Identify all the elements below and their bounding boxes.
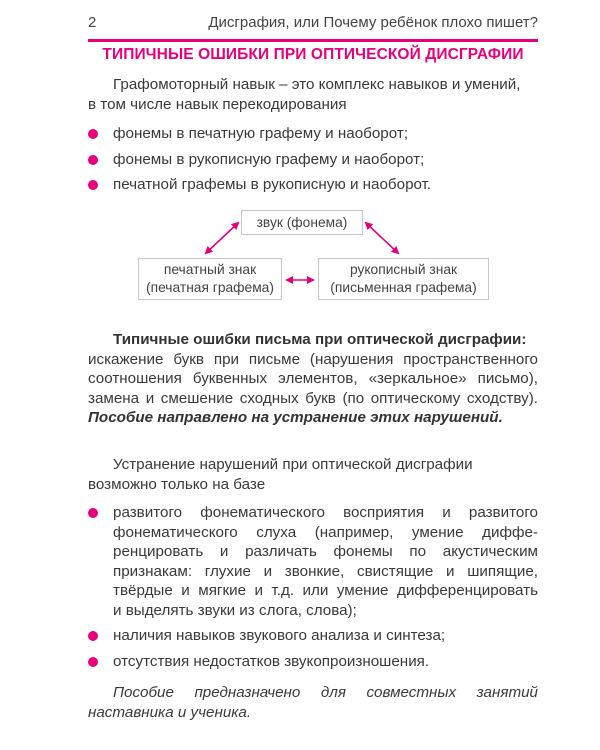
closing-paragraph (88, 683, 538, 722)
page-number: 2 (88, 14, 97, 31)
list-item: фонемы в печатную графему и наоборот; (88, 124, 538, 144)
closing-line: Пособие предназначено для совместных занятий (113, 684, 538, 701)
recoding-list (88, 124, 538, 201)
elimination-paragraph (88, 455, 538, 494)
section-title: ТИПИЧНЫЕ ОШИБКИ ПРИ ОПТИЧЕСКОЙ ДИСГРАФИИ (102, 46, 524, 63)
bullet-dot-icon (88, 180, 98, 190)
bullet-dot-icon (88, 129, 98, 139)
arrow-sound-printed (206, 223, 238, 253)
prerequisites-list (88, 503, 538, 677)
elimination-line: Устранение нарушений при оптической дисграфии (113, 456, 473, 473)
bullet-dot-icon (88, 657, 98, 667)
closing-line: наставника и ученика. (88, 703, 252, 721)
list-item: отсутствия недостатков звукопроизношения. (88, 652, 538, 672)
elimination-line: возможно только на базе (88, 475, 266, 493)
diagram-box-sound: звук (фонема) (241, 210, 363, 235)
running-title: Дисграфия, или Почему ребёнок плохо пишет? (208, 14, 538, 31)
list-item: развитого фонематического восприятия и развитого фонематического слуха (например, умение диффе- ренцировать и различать фонемы по акустическим признакам: глухие и звонкие, свистящие и шипящие, твёрдые и мягкие и т.д. или умение дифференцировать и выделять звуки из слога, слова); (88, 503, 538, 620)
intro-line: в том числе навык перекодирования (88, 95, 347, 113)
errors-line: замена и смешение сходных букв (по оптическому сходству). (88, 389, 538, 407)
intro-paragraph (88, 75, 538, 114)
intro-line: Графомоторный навык – это комплекс навыков и умений, (113, 76, 521, 93)
arrow-sound-handwritten (366, 223, 398, 253)
errors-line: соотношения буквенных элементов, «зеркальное» письмо), (88, 370, 538, 387)
header-rule (88, 39, 538, 42)
bullet-dot-icon (88, 508, 98, 518)
errors-paragraph (88, 330, 538, 428)
errors-emphasis: Пособие направлено на устранение этих нарушений. (88, 409, 503, 426)
bullet-dot-icon (88, 631, 98, 641)
list-item: печатной графемы в рукописную и наоборот. (88, 175, 538, 195)
bullet-dot-icon (88, 155, 98, 165)
diagram-box-printed: печатный знак (печатная графема) (138, 258, 282, 300)
list-item: наличия навыков звукового анализа и синтеза; (88, 626, 538, 646)
errors-line: искажение букв при письме (нарушения пространственного (88, 350, 538, 368)
diagram-box-handwritten: рукописный знак (письменная графема) (318, 258, 489, 300)
list-item: фонемы в рукописную графему и наоборот; (88, 150, 538, 170)
errors-heading: Типичные ошибки письма при оптической дисграфии: (113, 331, 527, 348)
page-header (88, 12, 538, 38)
